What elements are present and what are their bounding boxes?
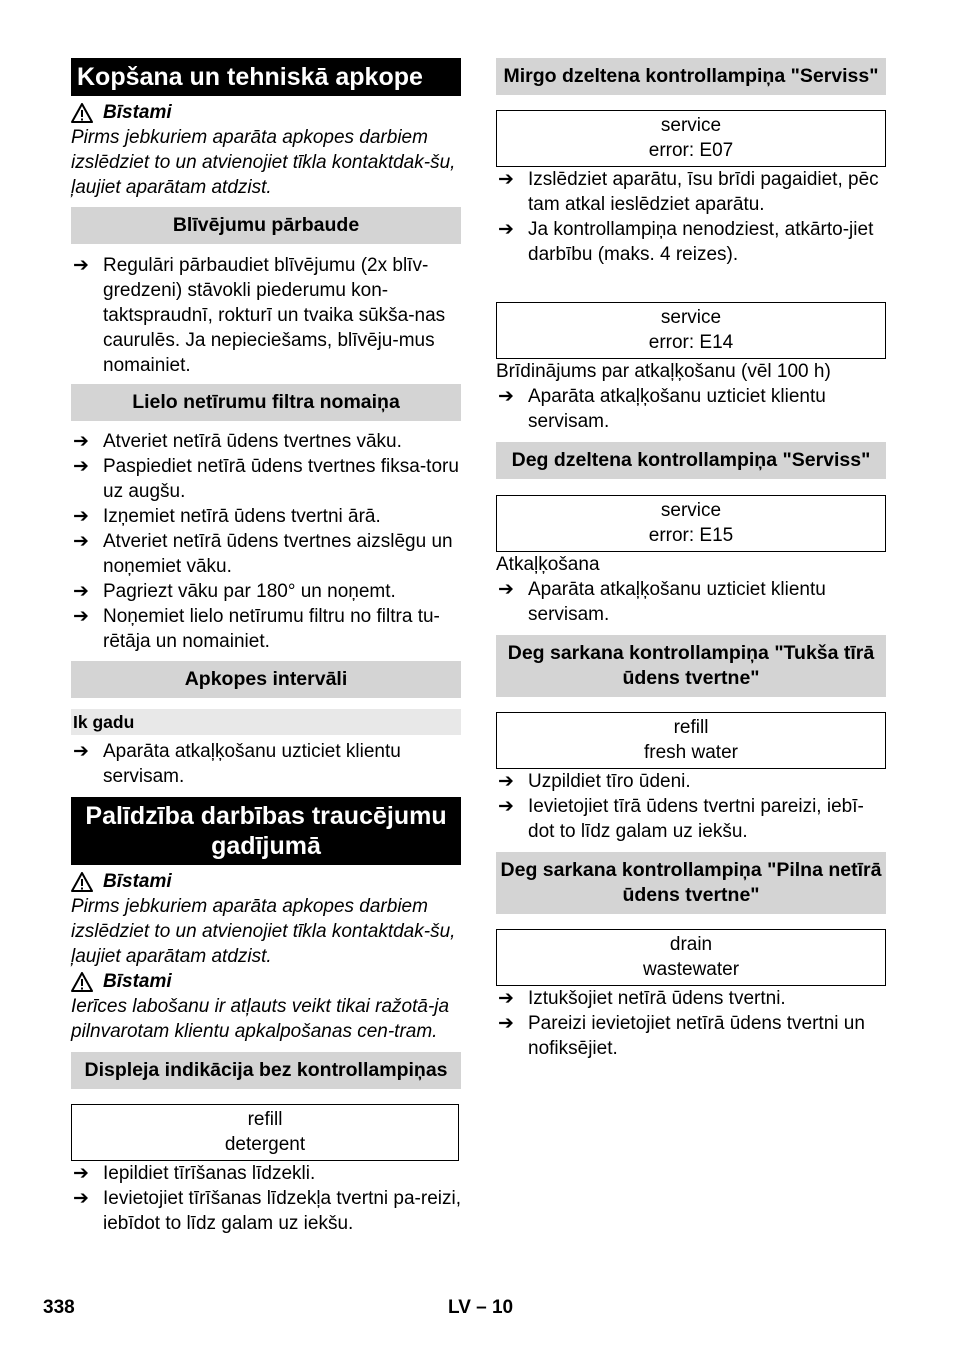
arrow-right-icon: ➔ [498, 988, 514, 1009]
subsection-title-display-no-lamp: Displeja indikācija bez kontrollampiņas [71, 1052, 461, 1089]
warning-heading [71, 100, 461, 125]
subsection-title-filter-replace: Lielo netīrumu filtra nomaiņa [71, 384, 461, 421]
display-message-box [496, 495, 886, 552]
display-line: service [660, 307, 722, 328]
subsection-title-yellow-on: Deg dzeltena kontrollampiņa "Serviss" [496, 442, 886, 479]
list-item: ➔ Uzpildiet tīro ūdeni. [498, 771, 691, 792]
arrow-right-icon: ➔ [498, 386, 514, 407]
warning-text: Pirms jebkuriem aparāta apkopes darbiem izslēdziet to un atvienojiet tīkla kontaktdak-šu, ļaujiet aparātam atdzist. [71, 127, 456, 198]
display-line: error: E14 [648, 332, 734, 353]
arrow-right-icon: ➔ [73, 1188, 89, 1209]
list-item: ➔ Regulāri pārbaudiet blīvējumu (2x blīv-gredzeni) stāvokli piederumu kon-taktspraudnī, rokturī un tvaika sūkša-nas caurulēs. Ja nepieciešams, blīvēju-mus nomainiet. [73, 255, 446, 376]
arrow-right-icon: ➔ [498, 771, 514, 792]
seal-check-list [71, 253, 461, 378]
interval-yearly-title: Ik gadu [71, 709, 461, 735]
page-number: 338 [43, 1297, 75, 1318]
display-line: refill [247, 1109, 283, 1130]
warning-text: Pirms jebkuriem aparāta apkopes darbiem izslēdziet to un atvienojiet tīkla kontaktdak-šu, ļaujiet aparātam atdzist. [71, 896, 456, 967]
list-item: ➔ Atveriet netīrā ūdens tvertnes vāku. [73, 431, 402, 452]
arrow-right-icon: ➔ [73, 741, 89, 762]
warning-label: Bīstami [103, 871, 172, 892]
display-message-box [496, 929, 886, 986]
arrow-right-icon: ➔ [73, 531, 89, 552]
display-message-box [496, 302, 886, 359]
arrow-right-icon: ➔ [73, 1163, 89, 1184]
refill-fresh-list [496, 769, 886, 844]
display-line: fresh water [644, 742, 738, 763]
warning-heading [71, 869, 461, 894]
descaling-warning-list [496, 384, 886, 434]
display-line: service [660, 115, 722, 136]
display-no-lamp-list [71, 1161, 461, 1236]
warning-label: Bīstami [103, 971, 172, 992]
warning-triangle-icon [71, 972, 97, 992]
arrow-right-icon: ➔ [73, 255, 89, 276]
list-item: ➔ Aparāta atkaļķošanu uzticiet klientu servisam. [73, 741, 401, 787]
arrow-right-icon: ➔ [73, 431, 89, 452]
display-line: detergent [224, 1134, 306, 1155]
list-item: ➔ Ja kontrollampiņa nenodziest, atkārto-jiet darbību (maks. 4 reizes). [498, 219, 874, 265]
list-item: ➔ Aparāta atkaļķošanu uzticiet klientu servisam. [498, 386, 826, 432]
left-column [71, 58, 461, 1236]
list-item: ➔ Iztukšojiet netīrā ūdens tvertni. [498, 988, 786, 1009]
subsection-title-intervals: Apkopes intervāli [71, 661, 461, 698]
subsection-title-red-empty-fresh: Deg sarkana kontrollampiņa "Tukša tīrā ūdens tvertne" [496, 635, 886, 697]
warning-triangle-icon [71, 103, 97, 123]
list-item: ➔ Noņemiet lielo netīrumu filtru no filtra tu-rētāja un nomainiet. [73, 606, 440, 652]
language-page-label: LV – 10 [448, 1297, 514, 1318]
list-item: ➔ Izslēdziet aparātu, īsu brīdi pagaidiet, pēc tam atkal ieslēdziet aparātu. [498, 169, 879, 215]
filter-replace-list [71, 429, 461, 654]
drain-waste-list [496, 986, 886, 1061]
yellow-blinking-list [496, 167, 886, 267]
display-message-box [496, 110, 886, 167]
list-item: ➔ Ievietojiet tīrīšanas līdzekļa tvertni pa-reizi, iebīdot to līdz galam uz iekšu. [73, 1188, 461, 1234]
warning-heading [71, 969, 461, 994]
subsection-title-yellow-blinking: Mirgo dzeltena kontrollampiņa "Serviss" [496, 58, 886, 95]
subsection-title-seal-check: Blīvējumu pārbaude [71, 207, 461, 244]
display-line: service [660, 500, 722, 521]
list-item: ➔ Pagriezt vāku par 180° un noņemt. [73, 581, 396, 602]
list-item: ➔ Paspiediet netīrā ūdens tvertnes fiksa-toru uz augšu. [73, 456, 459, 502]
display-line: wastewater [642, 959, 740, 980]
display-line: refill [673, 717, 709, 738]
message-note: Atkaļķošana [496, 554, 600, 575]
display-line: error: E15 [648, 525, 734, 546]
intervals-list [71, 739, 461, 789]
display-line: error: E07 [648, 140, 734, 161]
warning-text: Ierīces labošanu ir atļauts veikt tikai ražotā-ja pilnvarotam klientu apkalpošanas cen-tram. [71, 996, 450, 1042]
list-item: ➔ Ievietojiet tīrā ūdens tvertni pareizi, iebī-dot to līdz galam uz iekšu. [498, 796, 864, 842]
arrow-right-icon: ➔ [73, 581, 89, 602]
list-item: ➔ Pareizi ievietojiet netīrā ūdens tvertni un nofiksējiet. [498, 1013, 865, 1059]
right-column [496, 58, 886, 1061]
arrow-right-icon: ➔ [73, 456, 89, 477]
subsection-title-red-full-waste: Deg sarkana kontrollampiņa "Pilna netīrā ūdens tvertne" [496, 852, 886, 914]
arrow-right-icon: ➔ [498, 1013, 514, 1034]
display-message-box [496, 712, 886, 769]
warning-label: Bīstami [103, 102, 172, 123]
list-item: ➔ Iepildiet tīrīšanas līdzekli. [73, 1163, 316, 1184]
list-item: ➔ Izņemiet netīrā ūdens tvertni ārā. [73, 506, 381, 527]
arrow-right-icon: ➔ [498, 796, 514, 817]
list-item: ➔ Aparāta atkaļķošanu uzticiet klientu servisam. [498, 579, 826, 625]
display-message-box [71, 1104, 459, 1161]
section-title-troubleshooting: Palīdzība darbības traucējumu gadījumā [71, 797, 461, 865]
display-line: drain [669, 934, 713, 955]
arrow-right-icon: ➔ [73, 506, 89, 527]
section-title-maintenance: Kopšana un tehniskā apkope [71, 58, 461, 96]
descaling-list [496, 577, 886, 627]
list-item: ➔ Atveriet netīrā ūdens tvertnes aizslēgu un noņemiet vāku. [73, 531, 453, 577]
arrow-right-icon: ➔ [498, 579, 514, 600]
arrow-right-icon: ➔ [498, 219, 514, 240]
arrow-right-icon: ➔ [498, 169, 514, 190]
warning-triangle-icon [71, 872, 97, 892]
arrow-right-icon: ➔ [73, 606, 89, 627]
message-note: Brīdinājums par atkaļķošanu (vēl 100 h) [496, 361, 831, 382]
